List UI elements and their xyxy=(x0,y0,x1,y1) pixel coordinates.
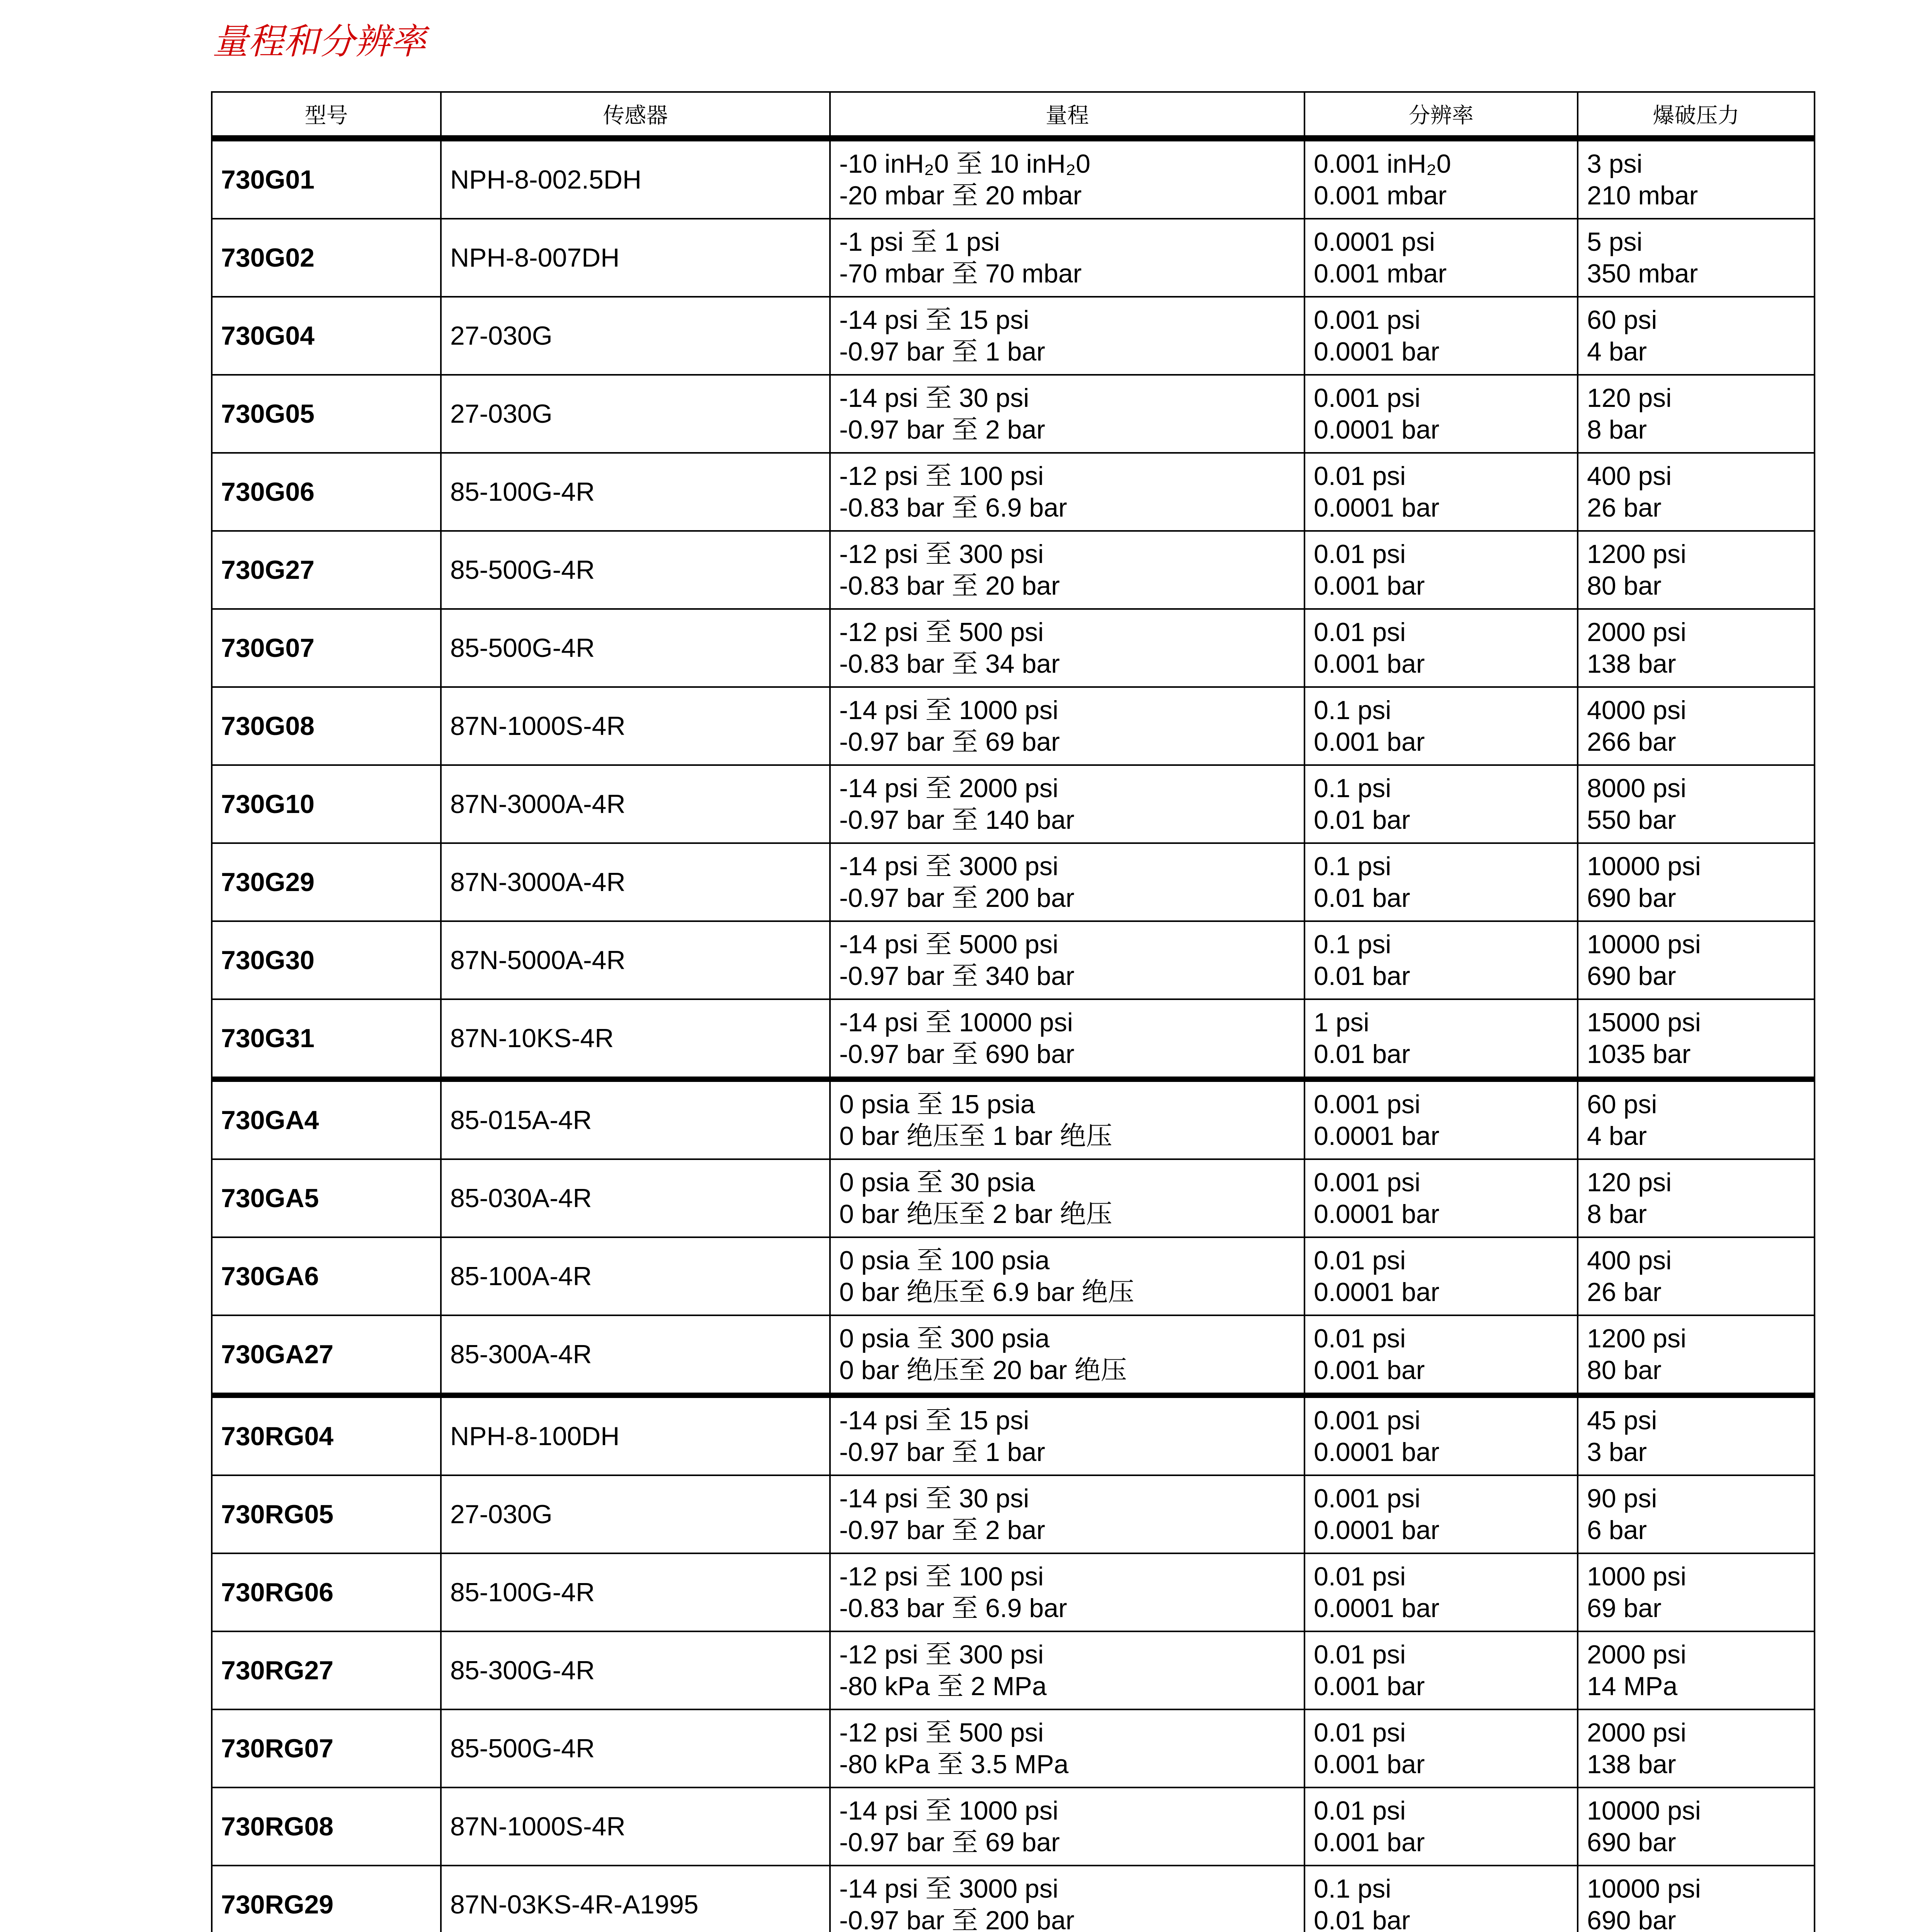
burst-pressure-line: 690 bar xyxy=(1587,883,1676,913)
range-line: -0.97 bar 至 140 bar xyxy=(839,805,1075,835)
sensor-cell: 85-100G-4R xyxy=(441,1553,830,1631)
range-line: -0.97 bar 至 69 bar xyxy=(839,1828,1060,1857)
resolution-line: 0.1 psi xyxy=(1314,930,1391,959)
range-line: 0 psia 至 30 psia xyxy=(839,1168,1035,1197)
resolution-cell xyxy=(1304,375,1578,453)
sensor-cell: 85-300G-4R xyxy=(441,1631,830,1709)
resolution-line: 0.0001 bar xyxy=(1314,337,1440,366)
range-line: -0.83 bar 至 20 bar xyxy=(839,571,1060,600)
model-cell: 730RG06 xyxy=(212,1553,441,1631)
range-line: -0.83 bar 至 34 bar xyxy=(839,649,1060,679)
resolution-line: 0.01 psi xyxy=(1314,1640,1406,1669)
range-line: -0.97 bar 至 2 bar xyxy=(839,415,1045,444)
resolution-line: 0.001 mbar xyxy=(1314,181,1447,210)
sensor-cell: 87N-3000A-4R xyxy=(441,843,830,921)
burst-pressure-line: 350 mbar xyxy=(1587,259,1698,288)
range-cell xyxy=(830,297,1304,375)
model-cell: 730G31 xyxy=(212,999,441,1079)
range-cell xyxy=(830,219,1304,297)
model-cell: 730G27 xyxy=(212,531,441,609)
sensor-cell: 85-500G-4R xyxy=(441,531,830,609)
resolution-line: 0.1 psi xyxy=(1314,696,1391,725)
model-cell: 730G02 xyxy=(212,219,441,297)
table-row xyxy=(212,1315,1815,1395)
range-resolution-table xyxy=(211,91,1815,1932)
range-line: -0.97 bar 至 200 bar xyxy=(839,1906,1075,1932)
resolution-cell xyxy=(1304,297,1578,375)
sensor-cell: 27-030G xyxy=(441,1475,830,1553)
table-row xyxy=(212,765,1815,843)
burst-pressure-cell xyxy=(1578,921,1815,999)
table-row xyxy=(212,1475,1815,1553)
burst-pressure-line: 138 bar xyxy=(1587,649,1676,679)
burst-pressure-line: 10000 psi xyxy=(1587,852,1701,881)
resolution-line: 0.0001 bar xyxy=(1314,1121,1440,1151)
sensor-cell: 87N-03KS-4R-A1995 xyxy=(441,1866,830,1932)
resolution-line: 0.001 psi xyxy=(1314,305,1420,335)
burst-pressure-cell xyxy=(1578,1315,1815,1395)
resolution-line: 0.01 psi xyxy=(1314,1324,1406,1353)
resolution-line: 0.001 mbar xyxy=(1314,259,1447,288)
range-line: -14 psi 至 30 psi xyxy=(839,383,1029,413)
range-cell xyxy=(830,1237,1304,1315)
table-header-row xyxy=(212,92,1815,138)
model-cell: 730G04 xyxy=(212,297,441,375)
table-row xyxy=(212,297,1815,375)
resolution-cell xyxy=(1304,687,1578,765)
model-cell: 730RG27 xyxy=(212,1631,441,1709)
resolution-line: 0.01 psi xyxy=(1314,1246,1406,1275)
burst-pressure-line: 14 MPa xyxy=(1587,1672,1678,1701)
resolution-cell xyxy=(1304,609,1578,687)
model-cell: 730G10 xyxy=(212,765,441,843)
table-row xyxy=(212,1395,1815,1475)
sensor-cell: NPH-8-100DH xyxy=(441,1395,830,1475)
range-cell xyxy=(830,1159,1304,1237)
resolution-line: 0.01 bar xyxy=(1314,883,1410,913)
burst-pressure-cell xyxy=(1578,138,1815,219)
table-row xyxy=(212,843,1815,921)
resolution-line: 0.001 bar xyxy=(1314,1672,1425,1701)
resolution-cell xyxy=(1304,765,1578,843)
resolution-line: 0.001 bar xyxy=(1314,1750,1425,1779)
range-line: -14 psi 至 15 psi xyxy=(839,305,1029,335)
resolution-line: 0.1 psi xyxy=(1314,852,1391,881)
resolution-line: 0.01 bar xyxy=(1314,961,1410,991)
resolution-line: 0.0001 bar xyxy=(1314,1515,1440,1545)
range-line: -12 psi 至 100 psi xyxy=(839,1562,1044,1591)
sensor-cell: 87N-5000A-4R xyxy=(441,921,830,999)
table-body xyxy=(212,138,1815,1932)
range-line: -80 kPa 至 3.5 MPa xyxy=(839,1750,1069,1779)
model-cell: 730G29 xyxy=(212,843,441,921)
burst-pressure-line: 266 bar xyxy=(1587,727,1676,757)
table-row xyxy=(212,453,1815,531)
burst-pressure-line: 2000 psi xyxy=(1587,617,1687,647)
sensor-cell: 85-500G-4R xyxy=(441,1709,830,1787)
table-row xyxy=(212,1079,1815,1159)
range-line: -12 psi 至 300 psi xyxy=(839,1640,1044,1669)
range-line: -1 psi 至 1 psi xyxy=(839,227,1000,257)
resolution-line: 0.001 psi xyxy=(1314,383,1420,413)
range-line: -0.97 bar 至 2 bar xyxy=(839,1515,1045,1545)
resolution-line: 0.001 bar xyxy=(1314,1355,1425,1385)
range-line: -12 psi 至 100 psi xyxy=(839,461,1044,491)
resolution-line: 0.01 psi xyxy=(1314,539,1406,569)
sensor-cell: 87N-1000S-4R xyxy=(441,1787,830,1866)
header-sensor: 传感器 xyxy=(441,92,830,138)
burst-pressure-cell xyxy=(1578,453,1815,531)
range-line: 0 psia 至 300 psia xyxy=(839,1324,1050,1353)
range-line: -0.83 bar 至 6.9 bar xyxy=(839,493,1067,522)
range-cell xyxy=(830,765,1304,843)
burst-pressure-cell xyxy=(1578,375,1815,453)
table-row xyxy=(212,1631,1815,1709)
resolution-line: 0.01 bar xyxy=(1314,1039,1410,1069)
range-line: 0 psia 至 100 psia xyxy=(839,1246,1050,1275)
table-row xyxy=(212,687,1815,765)
burst-pressure-line: 6 bar xyxy=(1587,1515,1647,1545)
range-line: -0.97 bar 至 1 bar xyxy=(839,337,1045,366)
burst-pressure-line: 60 psi xyxy=(1587,305,1657,335)
model-cell: 730G05 xyxy=(212,375,441,453)
burst-pressure-line: 10000 psi xyxy=(1587,1874,1701,1903)
resolution-cell xyxy=(1304,1709,1578,1787)
burst-pressure-line: 69 bar xyxy=(1587,1594,1662,1623)
range-cell xyxy=(830,687,1304,765)
range-cell xyxy=(830,843,1304,921)
sensor-cell: 85-015A-4R xyxy=(441,1079,830,1159)
burst-pressure-line: 4 bar xyxy=(1587,337,1647,366)
resolution-cell xyxy=(1304,1553,1578,1631)
range-line: -10 inH₂0 至 10 inH₂0 xyxy=(839,149,1090,179)
table-row xyxy=(212,921,1815,999)
table-row xyxy=(212,219,1815,297)
resolution-line: 0.001 psi xyxy=(1314,1090,1420,1119)
burst-pressure-line: 400 psi xyxy=(1587,1246,1672,1275)
burst-pressure-line: 400 psi xyxy=(1587,461,1672,491)
burst-pressure-line: 26 bar xyxy=(1587,493,1662,522)
resolution-line: 0.01 psi xyxy=(1314,1796,1406,1825)
range-cell xyxy=(830,999,1304,1079)
resolution-line: 0.001 psi xyxy=(1314,1484,1420,1513)
table-row xyxy=(212,138,1815,219)
burst-pressure-line: 690 bar xyxy=(1587,1906,1676,1932)
range-line: -14 psi 至 10000 psi xyxy=(839,1008,1073,1037)
range-line: -0.97 bar 至 1 bar xyxy=(839,1437,1045,1467)
resolution-line: 0.01 bar xyxy=(1314,805,1410,835)
resolution-line: 0.01 psi xyxy=(1314,1562,1406,1591)
resolution-cell xyxy=(1304,921,1578,999)
burst-pressure-line: 690 bar xyxy=(1587,961,1676,991)
range-cell xyxy=(830,921,1304,999)
sensor-cell: 85-030A-4R xyxy=(441,1159,830,1237)
range-line: -14 psi 至 1000 psi xyxy=(839,696,1058,725)
table-row xyxy=(212,1787,1815,1866)
resolution-line: 0.0001 bar xyxy=(1314,415,1440,444)
burst-pressure-line: 3 psi xyxy=(1587,149,1643,179)
burst-pressure-line: 8 bar xyxy=(1587,1199,1647,1229)
resolution-line: 0.001 bar xyxy=(1314,1828,1425,1857)
burst-pressure-cell xyxy=(1578,219,1815,297)
burst-pressure-cell xyxy=(1578,1159,1815,1237)
resolution-cell xyxy=(1304,1159,1578,1237)
burst-pressure-line: 2000 psi xyxy=(1587,1640,1687,1669)
resolution-line: 0.001 bar xyxy=(1314,649,1425,679)
resolution-line: 0.0001 bar xyxy=(1314,1437,1440,1467)
burst-pressure-cell xyxy=(1578,765,1815,843)
range-line: -12 psi 至 300 psi xyxy=(839,539,1044,569)
resolution-line: 0.0001 psi xyxy=(1314,227,1435,257)
burst-pressure-cell xyxy=(1578,999,1815,1079)
range-line: -0.83 bar 至 6.9 bar xyxy=(839,1594,1067,1623)
model-cell: 730GA6 xyxy=(212,1237,441,1315)
resolution-line: 0.001 bar xyxy=(1314,727,1425,757)
range-cell xyxy=(830,1315,1304,1395)
sensor-cell: 87N-3000A-4R xyxy=(441,765,830,843)
model-cell: 730GA27 xyxy=(212,1315,441,1395)
burst-pressure-cell xyxy=(1578,1709,1815,1787)
burst-pressure-line: 690 bar xyxy=(1587,1828,1676,1857)
burst-pressure-line: 5 psi xyxy=(1587,227,1643,257)
sensor-cell: 27-030G xyxy=(441,375,830,453)
burst-pressure-cell xyxy=(1578,687,1815,765)
resolution-cell xyxy=(1304,1237,1578,1315)
range-line: -14 psi 至 3000 psi xyxy=(839,852,1058,881)
model-cell: 730G08 xyxy=(212,687,441,765)
burst-pressure-line: 120 psi xyxy=(1587,383,1672,413)
range-cell xyxy=(830,375,1304,453)
range-line: -14 psi 至 2000 psi xyxy=(839,774,1058,803)
range-cell xyxy=(830,1787,1304,1866)
burst-pressure-line: 1000 psi xyxy=(1587,1562,1687,1591)
range-line: 0 psia 至 15 psia xyxy=(839,1090,1035,1119)
range-cell xyxy=(830,609,1304,687)
burst-pressure-line: 1200 psi xyxy=(1587,1324,1687,1353)
burst-pressure-line: 120 psi xyxy=(1587,1168,1672,1197)
range-line: 0 bar 绝压至 20 bar 绝压 xyxy=(839,1355,1127,1385)
burst-pressure-cell xyxy=(1578,1631,1815,1709)
resolution-cell xyxy=(1304,1475,1578,1553)
burst-pressure-cell xyxy=(1578,1866,1815,1932)
range-line: -14 psi 至 1000 psi xyxy=(839,1796,1058,1825)
burst-pressure-line: 2000 psi xyxy=(1587,1718,1687,1747)
burst-pressure-cell xyxy=(1578,1237,1815,1315)
sensor-cell: 87N-10KS-4R xyxy=(441,999,830,1079)
resolution-line: 0.001 psi xyxy=(1314,1168,1420,1197)
burst-pressure-cell xyxy=(1578,531,1815,609)
table-row xyxy=(212,1553,1815,1631)
resolution-line: 0.0001 bar xyxy=(1314,493,1440,522)
resolution-line: 0.1 psi xyxy=(1314,1874,1391,1903)
range-cell xyxy=(830,1631,1304,1709)
sensor-cell: 85-100G-4R xyxy=(441,453,830,531)
burst-pressure-line: 1035 bar xyxy=(1587,1039,1691,1069)
range-cell xyxy=(830,1395,1304,1475)
burst-pressure-line: 26 bar xyxy=(1587,1277,1662,1307)
table-row xyxy=(212,609,1815,687)
burst-pressure-line: 60 psi xyxy=(1587,1090,1657,1119)
resolution-cell xyxy=(1304,1631,1578,1709)
range-line: -80 kPa 至 2 MPa xyxy=(839,1672,1047,1701)
resolution-line: 0.001 inH₂0 xyxy=(1314,149,1451,179)
resolution-cell xyxy=(1304,1079,1578,1159)
burst-pressure-line: 45 psi xyxy=(1587,1406,1657,1435)
range-cell xyxy=(830,1475,1304,1553)
model-cell: 730G07 xyxy=(212,609,441,687)
model-cell: 730RG08 xyxy=(212,1787,441,1866)
page-title: 量程和分辨率 xyxy=(213,21,426,62)
table-row xyxy=(212,999,1815,1079)
header-resolution: 分辨率 xyxy=(1304,92,1578,138)
burst-pressure-cell xyxy=(1578,297,1815,375)
header-model: 型号 xyxy=(212,92,441,138)
sensor-cell: 85-500G-4R xyxy=(441,609,830,687)
resolution-line: 0.01 psi xyxy=(1314,617,1406,647)
burst-pressure-cell xyxy=(1578,1475,1815,1553)
range-line: -20 mbar 至 20 mbar xyxy=(839,181,1082,210)
resolution-line: 0.001 psi xyxy=(1314,1406,1420,1435)
resolution-line: 0.0001 bar xyxy=(1314,1277,1440,1307)
burst-pressure-line: 80 bar xyxy=(1587,571,1662,600)
burst-pressure-cell xyxy=(1578,1787,1815,1866)
burst-pressure-cell xyxy=(1578,1395,1815,1475)
burst-pressure-line: 210 mbar xyxy=(1587,181,1698,210)
model-cell: 730G01 xyxy=(212,138,441,219)
burst-pressure-line: 3 bar xyxy=(1587,1437,1647,1467)
burst-pressure-line: 80 bar xyxy=(1587,1355,1662,1385)
table-row xyxy=(212,1237,1815,1315)
table-row xyxy=(212,1709,1815,1787)
sensor-cell: 87N-1000S-4R xyxy=(441,687,830,765)
table-row xyxy=(212,375,1815,453)
resolution-cell xyxy=(1304,138,1578,219)
resolution-cell xyxy=(1304,843,1578,921)
range-line: -70 mbar 至 70 mbar xyxy=(839,259,1082,288)
burst-pressure-cell xyxy=(1578,1079,1815,1159)
model-cell: 730GA5 xyxy=(212,1159,441,1237)
burst-pressure-line: 1200 psi xyxy=(1587,539,1687,569)
burst-pressure-line: 10000 psi xyxy=(1587,930,1701,959)
resolution-cell xyxy=(1304,1787,1578,1866)
range-line: -0.97 bar 至 340 bar xyxy=(839,961,1075,991)
resolution-line: 0.001 bar xyxy=(1314,571,1425,600)
table-row xyxy=(212,1159,1815,1237)
range-cell xyxy=(830,453,1304,531)
resolution-cell xyxy=(1304,531,1578,609)
range-line: -12 psi 至 500 psi xyxy=(839,617,1044,647)
model-cell: 730G30 xyxy=(212,921,441,999)
range-line: -14 psi 至 30 psi xyxy=(839,1484,1029,1513)
burst-pressure-line: 8000 psi xyxy=(1587,774,1687,803)
range-cell xyxy=(830,1079,1304,1159)
range-line: -14 psi 至 5000 psi xyxy=(839,930,1058,959)
resolution-cell xyxy=(1304,1866,1578,1932)
model-cell: 730RG29 xyxy=(212,1866,441,1932)
burst-pressure-cell xyxy=(1578,843,1815,921)
range-line: -0.97 bar 至 69 bar xyxy=(839,727,1060,757)
model-cell: 730G06 xyxy=(212,453,441,531)
sensor-cell: NPH-8-002.5DH xyxy=(441,138,830,219)
header-burst-pressure: 爆破压力 xyxy=(1578,92,1815,138)
table-row xyxy=(212,531,1815,609)
burst-pressure-cell xyxy=(1578,609,1815,687)
sensor-cell: 85-300A-4R xyxy=(441,1315,830,1395)
range-line: -14 psi 至 3000 psi xyxy=(839,1874,1058,1903)
resolution-cell xyxy=(1304,1315,1578,1395)
range-cell xyxy=(830,1553,1304,1631)
range-cell xyxy=(830,1709,1304,1787)
range-cell xyxy=(830,138,1304,219)
resolution-cell xyxy=(1304,1395,1578,1475)
range-cell xyxy=(830,1866,1304,1932)
range-line: -12 psi 至 500 psi xyxy=(839,1718,1044,1747)
resolution-cell xyxy=(1304,453,1578,531)
resolution-cell xyxy=(1304,219,1578,297)
resolution-line: 0.01 psi xyxy=(1314,1718,1406,1747)
burst-pressure-line: 550 bar xyxy=(1587,805,1676,835)
resolution-cell xyxy=(1304,999,1578,1079)
burst-pressure-cell xyxy=(1578,1553,1815,1631)
burst-pressure-line: 4000 psi xyxy=(1587,696,1687,725)
burst-pressure-line: 15000 psi xyxy=(1587,1008,1701,1037)
model-cell: 730RG05 xyxy=(212,1475,441,1553)
resolution-line: 0.0001 bar xyxy=(1314,1594,1440,1623)
burst-pressure-line: 10000 psi xyxy=(1587,1796,1701,1825)
sensor-cell: 27-030G xyxy=(441,297,830,375)
range-line: 0 bar 绝压至 1 bar 绝压 xyxy=(839,1121,1112,1151)
burst-pressure-line: 4 bar xyxy=(1587,1121,1647,1151)
model-cell: 730RG07 xyxy=(212,1709,441,1787)
resolution-line: 0.1 psi xyxy=(1314,774,1391,803)
header-range: 量程 xyxy=(830,92,1304,138)
resolution-line: 0.01 bar xyxy=(1314,1906,1410,1932)
burst-pressure-line: 90 psi xyxy=(1587,1484,1657,1513)
model-cell: 730GA4 xyxy=(212,1079,441,1159)
range-line: -0.97 bar 至 690 bar xyxy=(839,1039,1075,1069)
range-line: -0.97 bar 至 200 bar xyxy=(839,883,1075,913)
table-row xyxy=(212,1866,1815,1932)
burst-pressure-line: 8 bar xyxy=(1587,415,1647,444)
sensor-cell: NPH-8-007DH xyxy=(441,219,830,297)
model-cell: 730RG04 xyxy=(212,1395,441,1475)
sensor-cell: 85-100A-4R xyxy=(441,1237,830,1315)
resolution-line: 1 psi xyxy=(1314,1008,1369,1037)
range-line: 0 bar 绝压至 6.9 bar 绝压 xyxy=(839,1277,1134,1307)
range-line: 0 bar 绝压至 2 bar 绝压 xyxy=(839,1199,1112,1229)
range-line: -14 psi 至 15 psi xyxy=(839,1406,1029,1435)
range-cell xyxy=(830,531,1304,609)
resolution-line: 0.01 psi xyxy=(1314,461,1406,491)
resolution-line: 0.0001 bar xyxy=(1314,1199,1440,1229)
burst-pressure-line: 138 bar xyxy=(1587,1750,1676,1779)
